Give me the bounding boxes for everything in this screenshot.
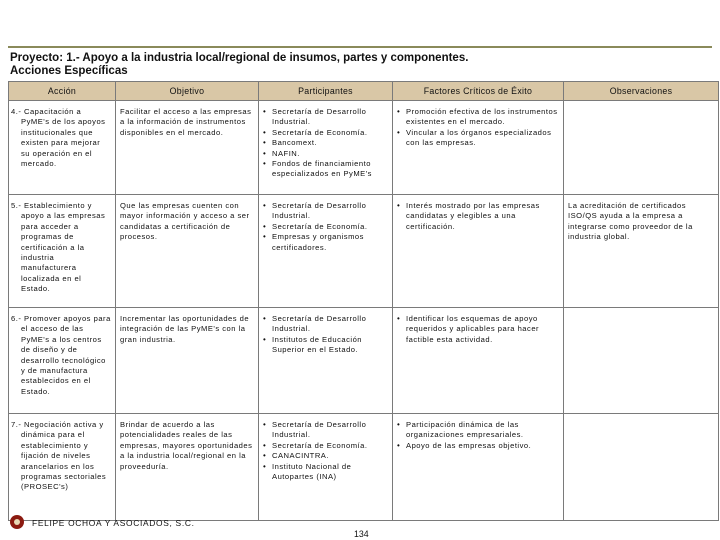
accion-text: 6.- Promover apoyos para el acceso de las PyME's a los centros de diseño y de desarrollo tecnológico y de manufactura establecidos en el Estado.: [11, 314, 111, 396]
cell-objetivo: Incrementar las oportunidades de integración de las PyME's con la gran industria.: [116, 308, 259, 414]
list-item: • Promoción efectiva de los instrumentos existentes en el mercado.: [397, 107, 559, 128]
list-item: • Secretaría de Desarrollo Industrial.: [263, 201, 388, 222]
list-item: • Secretaría de Economía.: [263, 441, 388, 451]
factores-list: [397, 201, 559, 232]
cell-factores: [393, 101, 564, 195]
participantes-list: [263, 314, 388, 356]
table-row: [9, 414, 719, 521]
list-item: • Secretaría de Economía.: [263, 222, 388, 232]
table-row: [9, 195, 719, 308]
participantes-list: [263, 420, 388, 482]
table-row: [9, 101, 719, 195]
table-header-row: [9, 82, 719, 101]
factores-list: [397, 107, 559, 149]
cell-observaciones: La acreditación de certificados ISO/QS ayuda a la empresa a integrarse como proveedor de la industria global.: [564, 195, 719, 308]
cell-objetivo: Que las empresas cuenten con mayor información y acceso a ser candidatas a certificación de procesos.: [116, 195, 259, 308]
project-title: Proyecto: 1.- Apoyo a la industria local/regional de insumos, partes y componentes.: [10, 52, 469, 64]
document-title: [10, 52, 710, 78]
list-item: • Instituto Nacional de Autopartes (INA): [263, 462, 388, 483]
cell-factores: [393, 414, 564, 521]
list-item: • Secretaría de Economía.: [263, 128, 388, 138]
cell-observaciones: [564, 101, 719, 195]
cell-observaciones: [564, 308, 719, 414]
list-item: • CANACINTRA.: [263, 451, 388, 461]
cell-observaciones: [564, 414, 719, 521]
cell-factores: [393, 195, 564, 308]
company-logo-icon: [10, 515, 24, 529]
list-item: • Participación dinámica de las organizaciones empresariales.: [397, 420, 559, 441]
list-item: • Institutos de Educación Superior en el Estado.: [263, 335, 388, 356]
header-observaciones: Observaciones: [564, 82, 719, 101]
list-item: • Apoyo de las empresas objetivo.: [397, 441, 559, 451]
header-objetivo: Objetivo: [116, 82, 259, 101]
cell-participantes: [259, 101, 393, 195]
cell-objetivo: Facilitar el acceso a las empresas a la información de instrumentos disponibles en el mercado.: [116, 101, 259, 195]
top-rule: [8, 46, 712, 48]
list-item: • Secretaría de Desarrollo Industrial.: [263, 107, 388, 128]
list-item: • NAFIN.: [263, 149, 388, 159]
cell-accion: [9, 101, 116, 195]
factores-list: [397, 314, 559, 345]
header-accion: Acción: [9, 82, 116, 101]
cell-accion: [9, 414, 116, 521]
header-participantes: Participantes: [259, 82, 393, 101]
cell-accion: [9, 195, 116, 308]
cell-participantes: [259, 308, 393, 414]
cell-objetivo: Brindar de acuerdo a las potencialidades reales de las empresas, mayores oportunidades a la industria local/regional en la proveeduría.: [116, 414, 259, 521]
page-number: 134: [354, 529, 369, 539]
cell-participantes: [259, 195, 393, 308]
table-row: [9, 308, 719, 414]
list-item: • Empresas y organismos certificadores.: [263, 232, 388, 253]
list-item: • Vincular a los órganos especializados con las empresas.: [397, 128, 559, 149]
header-factores: Factores Críticos de Éxito: [393, 82, 564, 101]
cell-accion: [9, 308, 116, 414]
actions-table: [8, 81, 719, 521]
section-subtitle: Acciones Específicas: [10, 65, 128, 77]
participantes-list: [263, 107, 388, 180]
list-item: • Bancomext.: [263, 138, 388, 148]
table-body: [9, 101, 719, 521]
cell-factores: [393, 308, 564, 414]
page-footer: [8, 514, 712, 539]
accion-text: 5.- Establecimiento y apoyo a las empresas para acceder a programas de certificación a la industria manufacturera localizada en el Estado.: [11, 201, 106, 294]
cell-participantes: [259, 414, 393, 521]
accion-text: 7.- Negociación activa y dinámica para el establecimiento y fijación de niveles arancelarios en los programas sectoriales (PROSEC's): [11, 420, 107, 492]
accion-text: 4.- Capacitación a PyME's de los apoyos institucionales que existen para mejorar su operación en el mercado.: [11, 107, 106, 169]
actions-table-container: [8, 81, 718, 521]
list-item: • Interés mostrado por las empresas candidatas y elegibles a una certificación.: [397, 201, 559, 232]
company-name: FELIPE OCHOA Y ASOCIADOS, S.C.: [32, 518, 195, 528]
list-item: • Secretaría de Desarrollo Industrial.: [263, 420, 388, 441]
list-item: • Fondos de financiamiento especializados en PyME's: [263, 159, 388, 180]
factores-list: [397, 420, 559, 451]
list-item: • Identificar los esquemas de apoyo requeridos y aplicables para hacer factible esta actividad.: [397, 314, 559, 345]
participantes-list: [263, 201, 388, 253]
list-item: • Secretaría de Desarrollo Industrial.: [263, 314, 388, 335]
